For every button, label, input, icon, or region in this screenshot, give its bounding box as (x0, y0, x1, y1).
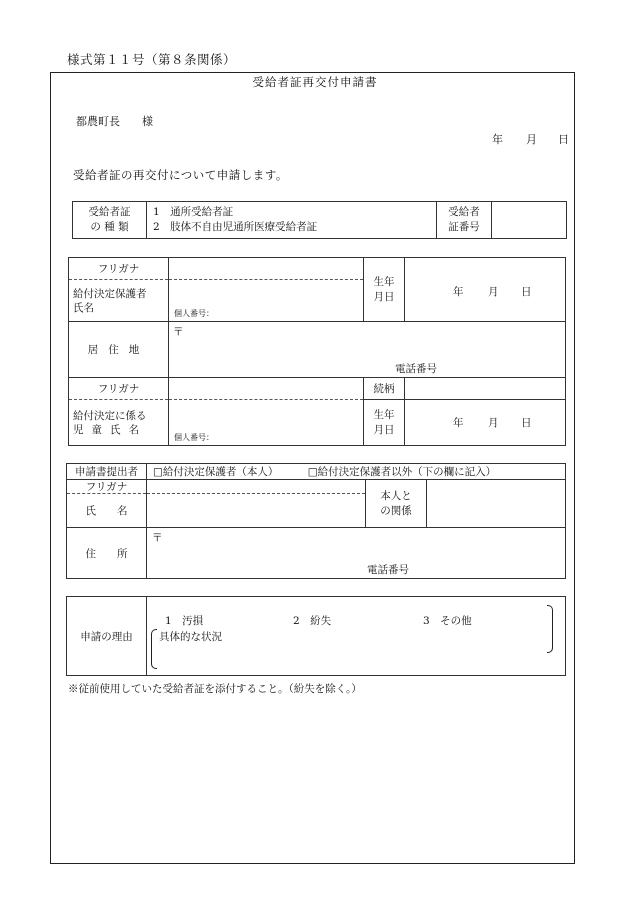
submitter-table (66, 463, 566, 579)
date-year: 年 (492, 133, 503, 146)
submitter-options (147, 464, 566, 480)
reason-option-3[interactable]: 3 その他 (423, 615, 472, 627)
reason-label: 申請の理由 (67, 597, 147, 676)
cert-type-label-line1: 受給者証 (88, 206, 131, 218)
cert-type-table (72, 201, 567, 239)
reason-option-2[interactable]: 2 紛失 (293, 615, 332, 627)
child-birth-year: 年 (453, 417, 464, 429)
guardian-birth-month: 月 (488, 286, 499, 298)
guardian-phone-label: 電話番号 (395, 363, 437, 375)
child-furigana-field[interactable] (169, 378, 364, 400)
addressee: 都農町長 様 (76, 115, 153, 128)
cert-number-label-line1: 受給者 (448, 206, 480, 218)
date-day: 日 (558, 133, 569, 146)
submitter-phone-label: 電話番号 (367, 564, 409, 576)
intro-text: 受給者証の再交付について申請します。 (73, 168, 288, 182)
guardian-birth-label-line2: 月日 (373, 290, 395, 303)
child-name-label-line2: 児童氏名 (73, 423, 147, 436)
reason-table (66, 596, 566, 676)
guardian-name-label-line1: 給付決定保護者 (73, 287, 147, 300)
submitter-furigana-field[interactable] (147, 480, 366, 494)
cert-type-options (147, 202, 437, 239)
guardian-birth-field[interactable] (405, 258, 566, 322)
child-birth-field[interactable] (405, 400, 566, 446)
submitter-relation-field[interactable] (427, 480, 566, 528)
submitter-address-field[interactable] (147, 528, 566, 579)
detail-bracket-left (151, 629, 157, 669)
submitter-relation-label-line2: の関係 (380, 504, 412, 517)
cert-type-label (73, 202, 147, 239)
child-relation-field[interactable] (405, 378, 566, 400)
child-birth-label-line2: 月日 (373, 423, 395, 436)
guardian-my-number-label: 個人番号： (174, 309, 214, 318)
guardian-birth-label-line1: 生年 (373, 275, 395, 288)
submitter-furigana-label: フリガナ (67, 480, 147, 494)
guardian-furigana-field[interactable] (169, 258, 364, 280)
guardian-name-field[interactable] (169, 280, 364, 322)
guardian-address-label: 居住地 (69, 322, 169, 378)
form-title: 受給者証再交付申請書 (252, 75, 378, 89)
submitter-postal-mark: 〒 (152, 532, 163, 544)
child-my-number-label: 個人番号： (174, 433, 214, 442)
guardian-birth-year: 年 (453, 286, 464, 298)
cert-type-option-2: 2 肢体不自由児通所医療受給者証 (153, 221, 318, 233)
date-line (488, 131, 573, 145)
guardian-furigana-label: フリガナ (69, 258, 169, 280)
submitter-address-label: 住 所 (67, 528, 147, 579)
guardian-name-label-line2: 氏名 (73, 301, 94, 314)
cert-number-label (437, 202, 492, 239)
reason-detail-label: 具体的な状況 (159, 631, 222, 643)
reason-option-1[interactable]: 1 汚損 (165, 615, 204, 627)
guardian-name-label (69, 280, 169, 322)
submitter-label: 申請書提出者 (67, 464, 147, 480)
child-name-label-line1: 給付決定に係る (73, 409, 147, 422)
guardian-birth-label (364, 258, 405, 322)
guardian-table (68, 257, 566, 446)
submitter-name-label: 氏 名 (67, 494, 147, 528)
cert-number-field[interactable] (492, 202, 567, 239)
guardian-birth-day: 日 (521, 286, 532, 298)
child-birth-month: 月 (488, 417, 499, 429)
submitter-option-other[interactable]: □給付決定保護者以外（下の欄に記入） (307, 466, 497, 478)
child-birth-label-line1: 生年 (373, 408, 395, 421)
detail-bracket-right (547, 605, 553, 653)
child-name-field[interactable] (169, 400, 364, 446)
cert-number-label-line2: 証番号 (448, 221, 480, 233)
child-birth-day: 日 (521, 417, 532, 429)
footnote: ※従前使用していた受給者証を添付すること。（紛失を除く。） (68, 683, 362, 695)
submitter-name-field[interactable] (147, 494, 366, 528)
submitter-relation-label-line1: 本人と (380, 489, 412, 502)
guardian-postal-mark: 〒 (173, 326, 184, 338)
guardian-address-field[interactable] (169, 322, 566, 378)
child-furigana-label: フリガナ (69, 378, 169, 400)
page-header-form-number: 様式第１１号（第８条関係） (67, 52, 237, 67)
cert-type-option-1: 1 通所受給者証 (153, 206, 234, 218)
child-name-label (69, 400, 169, 446)
submitter-relation-label (366, 480, 427, 528)
submitter-option-self[interactable]: □給付決定保護者（本人） (153, 466, 279, 478)
date-month: 月 (526, 133, 537, 146)
cert-type-label-line2: の 種 類 (90, 221, 129, 233)
child-relation-label: 続柄 (364, 378, 405, 400)
reason-field[interactable] (147, 597, 566, 676)
child-birth-label (364, 400, 405, 446)
